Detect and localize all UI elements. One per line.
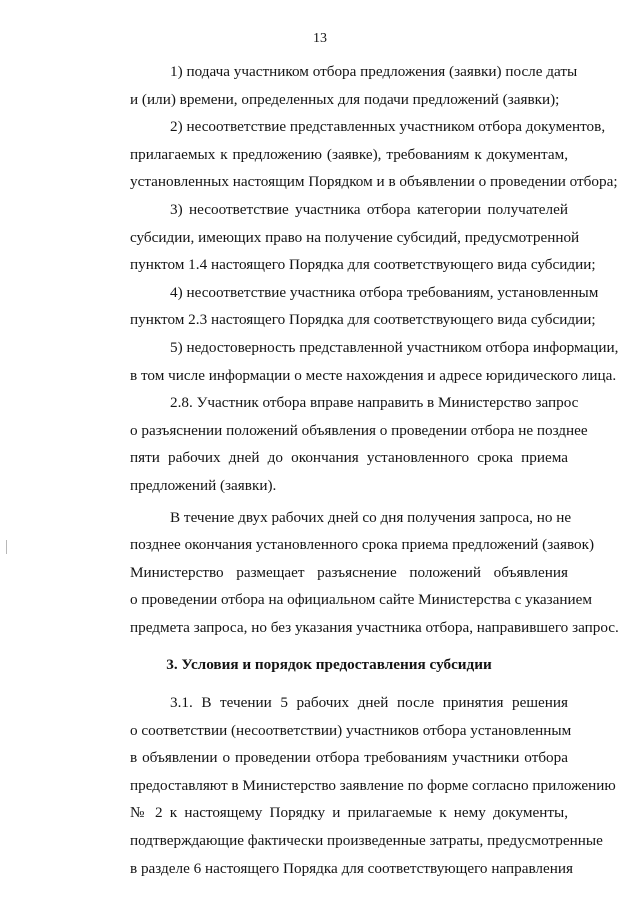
paragraph-line: субсидии, имеющих право на получение субсидий, предусмотренной bbox=[130, 228, 580, 246]
paragraph-line: 3.1. В течении 5 рабочих дней после принятия решения bbox=[170, 694, 568, 712]
list-item-3 bbox=[90, 196, 596, 279]
paragraph-line: В течение двух рабочих дней со дня получения запроса, но не bbox=[170, 508, 572, 526]
paragraph-line: о соответствии (несоответствии) участников отбора установленным bbox=[130, 721, 572, 739]
paragraph-line: предоставляют в Министерство заявление по форме согласно приложению bbox=[130, 776, 616, 794]
page-number: 13 bbox=[313, 31, 327, 46]
document-body bbox=[90, 58, 619, 882]
paragraph-line: 4) несоответствие участника отбора требованиям, установленным bbox=[170, 283, 599, 301]
paragraph-line: № 2 к настоящему Порядку и прилагаемые к нему документы, bbox=[130, 804, 568, 822]
margin-mark bbox=[6, 540, 7, 554]
paragraph-line: подтверждающие фактически произведенные затраты, предусмотренные bbox=[130, 832, 603, 850]
paragraph-line: Министерство размещает разъяснение положений объявления bbox=[130, 563, 568, 581]
list-item-4 bbox=[90, 279, 599, 334]
paragraph-line: 1) подача участником отбора предложения (заявки) после даты bbox=[170, 63, 578, 80]
paragraph-line: 2.8. Участник отбора вправе направить в Министерство запрос bbox=[170, 394, 579, 412]
paragraph-line: пунктом 1.4 настоящего Порядка для соответствующего вида субсидии; bbox=[130, 256, 596, 274]
paragraph-line: в разделе 6 настоящего Порядка для соответствующего направления bbox=[130, 859, 573, 877]
paragraph-clarification bbox=[90, 504, 619, 642]
paragraph-line: в объявлении о проведении отбора требованиям участники отбора bbox=[130, 749, 568, 767]
paragraph-line: 5) недостоверность представленной участником отбора информации, bbox=[170, 338, 619, 356]
paragraph-line: и (или) времени, определенных для подачи предложений (заявки); bbox=[130, 90, 560, 108]
paragraph-line: в том числе информации о месте нахождения и адресе юридического лица. bbox=[130, 366, 617, 384]
list-item-1 bbox=[90, 58, 578, 113]
list-item-2 bbox=[90, 113, 618, 196]
paragraph-line: пунктом 2.3 настоящего Порядка для соответствующего вида субсидии; bbox=[130, 311, 596, 329]
section-heading: 3. Условия и порядок предоставления субсидии bbox=[166, 656, 492, 674]
clause-3-1 bbox=[90, 689, 616, 882]
paragraph-line: 3) несоответствие участника отбора категории получателей bbox=[170, 200, 568, 218]
list-item-5 bbox=[90, 334, 619, 389]
clause-2-8 bbox=[90, 389, 588, 499]
paragraph-line: позднее окончания установленного срока приема предложений (заявок) bbox=[130, 536, 595, 554]
paragraph-line: установленных настоящим Порядком и в объявлении о проведении отбора; bbox=[130, 173, 618, 191]
paragraph-line: предложений (заявки). bbox=[130, 476, 277, 494]
paragraph-line: прилагаемых к предложению (заявке), требованиям к документам, bbox=[130, 145, 568, 163]
paragraph-line: предмета запроса, но без указания участника отбора, направившего запрос. bbox=[130, 618, 619, 636]
paragraph-line: о проведении отбора на официальном сайте Министерства с указанием bbox=[130, 591, 592, 609]
paragraph-line: о разъяснении положений объявления о проведении отбора не позднее bbox=[130, 421, 588, 439]
paragraph-line: пяти рабочих дней до окончания установленного срока приема bbox=[130, 449, 568, 467]
paragraph-line: 2) несоответствие представленных участником отбора документов, bbox=[170, 118, 606, 136]
